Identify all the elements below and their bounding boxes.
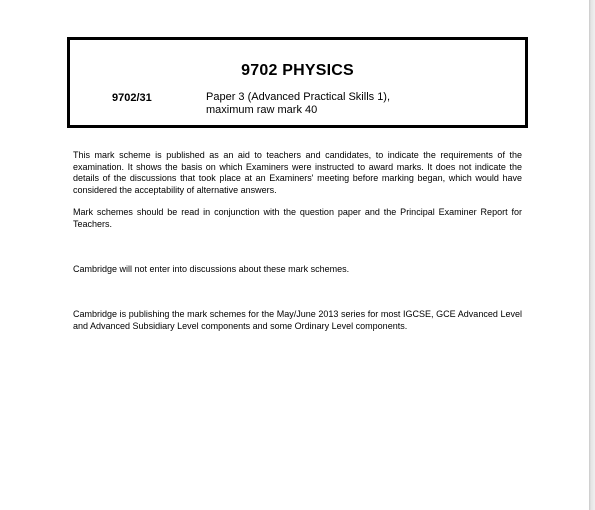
publishing-paragraph: Cambridge is publishing the mark schemes for the May/June 2013 series for most IGCSE, GCE Advanced Level and Advanced Subsidiary Level components and some Ordinary Level components. [73,309,522,331]
paper-code: 9702/31 [112,92,152,104]
intro-paragraph: This mark scheme is published as an aid to teachers and candidates, to indicate the requirements of the examination. It shows the basis on which Examiners were instructed to award marks. It does not indicate the details of the discussions that took place at an Examiners' meeting before marking began, which would have considered the acceptability of alternative answers. [73,150,522,195]
no-discussion-paragraph: Cambridge will not enter into discussions about these mark schemes. [73,264,350,274]
title-box [67,37,528,128]
conjunction-paragraph: Mark schemes should be read in conjunction with the question paper and the Principal Examiner Report for Teachers. [73,207,522,229]
cut-off-header-text [98,0,398,3]
document-title: 9702 PHYSICS [241,62,354,79]
page-edge-shadow [589,0,595,510]
paper-description-line-2: maximum raw mark 40 [206,104,318,116]
paper-description [206,91,390,117]
paper-description-line-1: Paper 3 (Advanced Practical Skills 1), [206,91,391,103]
